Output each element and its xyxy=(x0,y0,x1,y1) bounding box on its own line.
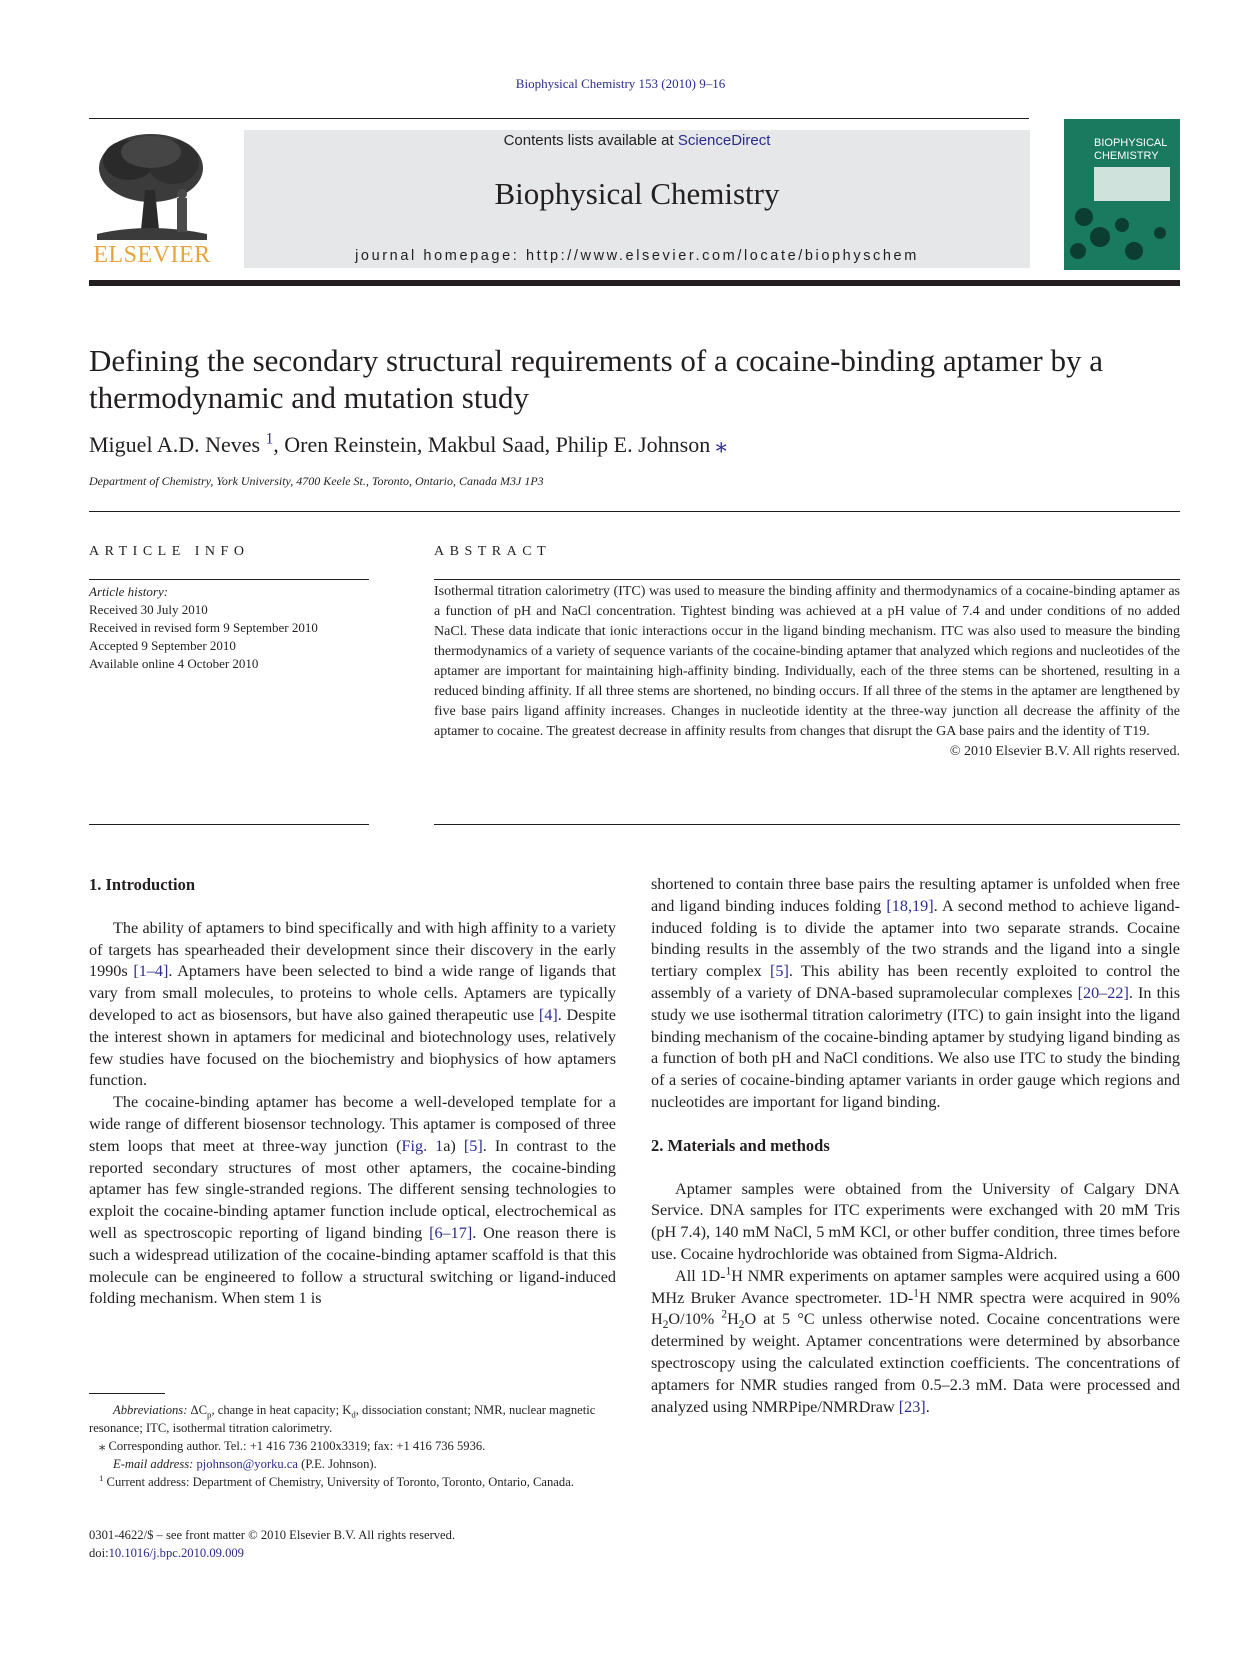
email-link[interactable]: pjohnson@yorku.ca xyxy=(196,1457,298,1471)
article-info-bottom-rule xyxy=(89,824,369,825)
citation-link[interactable]: [23] xyxy=(898,1397,926,1416)
article-history xyxy=(89,583,369,673)
author-list xyxy=(89,432,1180,458)
affiliation: Department of Chemistry, York University, 4700 Keele St., Toronto, Ontario, Canada M3J 1P3 xyxy=(89,474,544,488)
citation-link[interactable]: [4] xyxy=(538,1005,558,1024)
article-info-rule xyxy=(89,579,369,580)
corresponding-footnote xyxy=(89,1437,616,1455)
text-run: . Despite the interest shown in aptamers for medicinal and biotechnology uses, relatively few studies have focused on the biochemistry and biophysics of how aptamers function. xyxy=(89,1005,616,1090)
intro-heading: 1. Introduction xyxy=(89,875,196,894)
text-run: ΔC xyxy=(187,1403,208,1417)
abbreviations-footnote xyxy=(89,1401,616,1437)
history-label: Article history: xyxy=(89,584,169,599)
text-run: . In contrast to the reported secondary structures of most other aptamers, the cocaine-binding aptamer has few single-stranded regions. The different sensing technologies to exploit the cocaine-binding aptamer function include optical, electrochemical as well as spectroscopic reporting of ligand binding xyxy=(89,1136,617,1242)
email-footnote xyxy=(89,1455,616,1473)
doi-line xyxy=(89,1544,455,1562)
cover-title-line2: CHEMISTRY xyxy=(1094,150,1159,162)
text-run: . Aptamers have been selected to bind a wide range of ligands that vary from small molecules, to proteins to whole cells. Aptamers are typically developed to act as biosensors, but have also gained therapeutic use xyxy=(89,962,616,1024)
citation-link[interactable]: [1–4] xyxy=(133,962,169,981)
text-run: , dissociation constant; NMR, nuclear magnetic resonance; ITC, isothermal titration calorimetry. xyxy=(89,1403,596,1435)
sciencedirect-link[interactable]: ScienceDirect xyxy=(677,132,771,149)
text-run: Current address: Department of Chemistry, University of Toronto, Toronto, Ontario, Canada. xyxy=(103,1475,574,1489)
history-accepted: Accepted 9 September 2010 xyxy=(89,638,236,653)
text-run: a) xyxy=(443,1136,464,1155)
header-rule xyxy=(89,118,1029,119)
subscript: d xyxy=(351,1409,356,1420)
methods-paragraph: Aptamer samples were obtained from the University of Calgary DNA Service. DNA samples for ITC experiments were exchanged with 20 mM Tris (pH 7.4), 140 mM NaCl, 5 mM KCl, or other buffer condition, three times before use. Cocaine hydrochloride was obtained from Sigma-Aldrich. xyxy=(651,1179,1180,1263)
figure-link[interactable]: Fig. 1 xyxy=(401,1136,444,1155)
text-run: H xyxy=(727,1310,739,1329)
history-online: Available online 4 October 2010 xyxy=(89,656,259,671)
superscript: 1 xyxy=(725,1265,732,1278)
imprint xyxy=(89,1526,455,1562)
text-run: . One reason there is such a widespread utilization of the cocaine-binding aptamer scaffold is that this molecule can be engineered to follow a structural switching or ligand-induced folding mechanism. When stem 1 is xyxy=(89,1223,616,1308)
address-footnote xyxy=(89,1473,616,1491)
abstract-copyright: © 2010 Elsevier B.V. All rights reserved. xyxy=(949,744,1180,759)
citation-link[interactable]: [5] xyxy=(463,1136,483,1155)
text-run: The ability of aptamers to bind specifically and with high affinity to a variety of targets has spearheaded their development since their discovery in the early 1990s xyxy=(89,918,616,981)
abstract-bottom-rule xyxy=(434,824,1180,825)
text-run: H NMR experiments on aptamer samples were acquired using a 600 MHz Bruker Avance spectrometer. 1D- xyxy=(651,1266,1181,1307)
email-label: E-mail address: xyxy=(113,1457,194,1471)
abstract-heading: ABSTRACT xyxy=(434,544,552,559)
doi-link[interactable]: 10.1016/j.bpc.2010.09.009 xyxy=(108,1546,244,1560)
header-thick-rule xyxy=(89,280,1180,286)
text-run: . xyxy=(925,1397,930,1416)
text-run: . In this study we use isothermal titration calorimetry (ITC) to gain insight into the ligand binding mechanism of the cocaine-binding aptamer by studying ligand binding as a function of both pH and NaCl conditions. We also use ITC to study the binding of a series of cocaine-binding aptamer variants in order gauge which regions and nucleotides are important for ligand binding. xyxy=(651,983,1180,1111)
subscript: 2 xyxy=(662,1319,669,1332)
intro-paragraph xyxy=(89,918,616,1092)
doi-label: doi: xyxy=(89,1546,109,1560)
abbreviations-label: Abbreviations: xyxy=(113,1403,188,1417)
elsevier-wordmark: ELSEVIER xyxy=(93,242,211,268)
text-run: O at 5 °C unless otherwise noted. Cocaine concentrations were determined by weight. Aptamer concentrations were determined by absorbance spectroscopy using the calculated extinction coefficients. The concentrations of aptamers for NMR studies ranged from 0.5–2.3 mM. Data were processed and analyzed using NMRPipe/NMRDraw xyxy=(651,1310,1180,1416)
citation-link[interactable]: [5] xyxy=(770,962,789,981)
abstract-text: Isothermal titration calorimetry (ITC) was used to measure the binding affinity and thermodynamics of a cocaine-binding aptamer as a function of pH and NaCl concentration. Tightest binding was achieved at a pH value of 7.4 and under conditions of no added NaCl. These data indicate that ionic interactions occur in the ligand binding mechanism. ITC was also used to measure the binding thermodynamics of a variety of sequence variants of the cocaine-binding aptamer that analyzed which regions and nucleotides of the aptamer are important for maintaining high-affinity binding. Individually, each of the three stems can be shortened, resulting in a reduced binding affinity. If all three stems are shortened, no binding occurs. If all three of the stems in the aptamer are lengthened by five base pairs ligand affinity increases. Changes in nucleotide identity at the three-way junction all decrease the affinity of the aptamer to cocaine. The greatest decrease in affinity results from changes that disrupt the GA base pairs and the identity of T19. xyxy=(434,584,1180,739)
text-run: . This ability has been recently exploited to control the assembly of a variety of DNA-based supramolecular complexes xyxy=(651,962,1180,1002)
footnote-mark: 1 xyxy=(99,1472,104,1483)
contents-prefix: Contents lists available at xyxy=(503,132,678,149)
abstract-rule xyxy=(434,579,1180,580)
body-column-right xyxy=(651,874,1180,1418)
intro-paragraph xyxy=(89,1092,616,1310)
abstract xyxy=(434,582,1180,762)
text-run: Corresponding author. Tel.: +1 416 736 2100x3319; fax: +1 416 736 5936. xyxy=(105,1439,486,1453)
text-run: The cocaine-binding aptamer has become a well-developed template for a wide range of different biosensor technology. This aptamer is composed of three stem loops that meet at three-way junction ( xyxy=(89,1093,616,1155)
text-run: O/10% xyxy=(668,1310,722,1329)
article-info-heading: ARTICLE INFO xyxy=(89,544,250,559)
superscript: 2 xyxy=(721,1308,728,1321)
text-run: . A second method to achieve ligand-induced folding is to divide the aptamer into two separate strands. Cocaine binding results in the assembly of the two strands and the ligand into a single tertiary complex xyxy=(651,896,1180,981)
intro-paragraph-continued xyxy=(651,874,1180,1114)
footnotes xyxy=(89,1401,616,1491)
article-title: Defining the secondary structural requirements of a cocaine-binding aptamer by a thermodynamic and mutation study xyxy=(89,343,1103,415)
elsevier-logo xyxy=(89,130,215,272)
cover-title xyxy=(1094,137,1167,163)
superscript: 1 xyxy=(913,1287,919,1300)
journal-title: Biophysical Chemistry xyxy=(494,176,780,211)
contents-line xyxy=(244,132,1030,149)
footnote-rule xyxy=(89,1393,165,1394)
corresponding-author-link[interactable]: ⁎ xyxy=(715,432,727,457)
history-received: Received 30 July 2010 xyxy=(89,602,208,617)
authors-rest: , Oren Reinstein, Makbul Saad, Philip E. Johnson xyxy=(273,432,716,457)
cover-title-line1: BIOPHYSICAL xyxy=(1094,137,1168,149)
text-run: shortened to contain three base pairs the resulting aptamer is unfolded when free and ligand binding induces folding xyxy=(651,875,1180,915)
citation-link[interactable]: [20–22] xyxy=(1077,983,1129,1002)
text-run: H NMR spectra were acquired in 90% H xyxy=(651,1288,1180,1329)
issn-line: 0301-4622/$ – see front matter © 2010 Elsevier B.V. All rights reserved. xyxy=(89,1528,456,1542)
footnote-mark: ⁎ xyxy=(99,1439,106,1453)
body-column-left xyxy=(89,874,616,1310)
history-revised: Received in revised form 9 September 2010 xyxy=(89,620,318,635)
section-rule xyxy=(89,511,1180,512)
journal-homepage[interactable]: journal homepage: http://www.elsevier.com/locate/biophyschem xyxy=(355,248,919,264)
subscript: p xyxy=(207,1409,212,1420)
methods-heading: 2. Materials and methods xyxy=(651,1135,830,1155)
citation-link[interactable]: [18,19] xyxy=(886,896,934,915)
methods-paragraph xyxy=(651,1266,1180,1419)
journal-reference[interactable]: Biophysical Chemistry 153 (2010) 9–16 xyxy=(515,76,726,91)
journal-cover-image xyxy=(1064,119,1180,270)
cover-panel xyxy=(1094,167,1170,201)
citation-link[interactable]: [6–17] xyxy=(429,1223,473,1242)
author-footnote-1-link[interactable]: 1 xyxy=(265,430,274,448)
text-run: All 1D- xyxy=(675,1266,726,1285)
text-run: (P.E. Johnson). xyxy=(298,1457,377,1471)
subscript: 2 xyxy=(738,1319,745,1332)
text-run: , change in heat capacity; K xyxy=(211,1403,352,1417)
authors-first: Miguel A.D. Neves xyxy=(89,432,266,457)
cover-molecules-icon xyxy=(1064,203,1180,270)
